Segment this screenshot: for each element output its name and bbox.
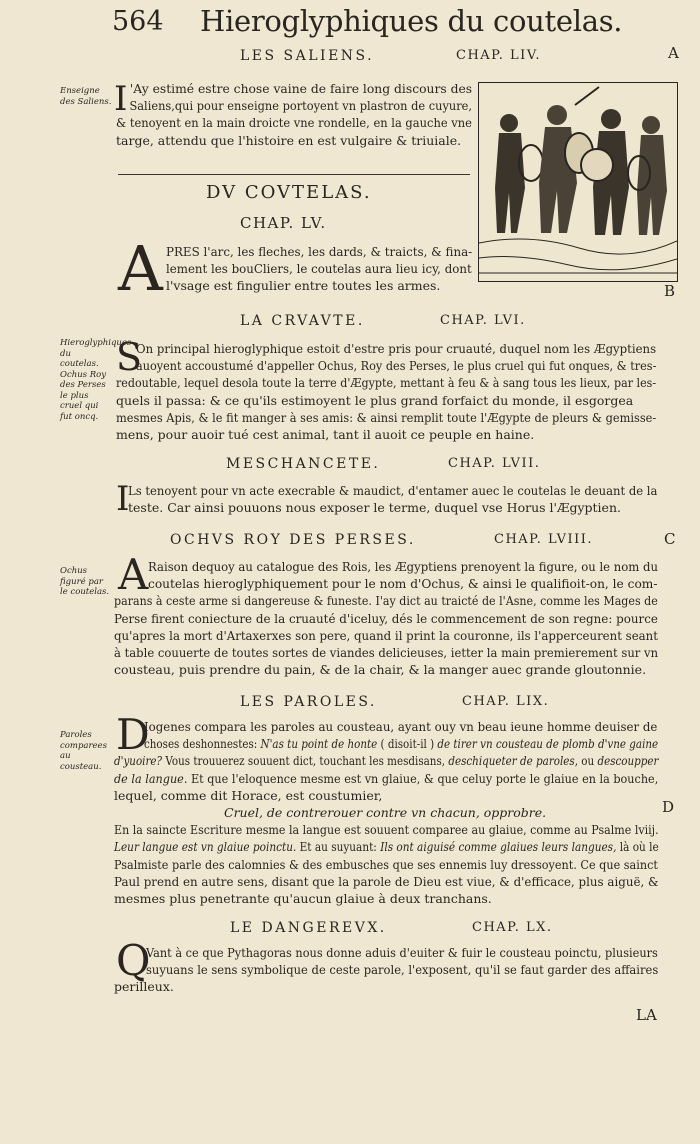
text-line: perilleux. — [114, 979, 174, 995]
chapter-number-lvi: CHAP. LVI. — [440, 313, 526, 328]
paragraph-dangereux — [114, 944, 659, 996]
text-line: l'vsage est fingulier entre toutes les armes. — [166, 278, 441, 294]
chapter-number-lix: CHAP. LIX. — [462, 694, 550, 709]
text-line: Paul prend en autre sens, disant que la parole de Dieu est viue, & d'efficace, plus aiguë, & — [114, 873, 659, 889]
text-line: mesmes plus penetrante qu'aucun glaiue à deux tranchans. — [114, 891, 492, 907]
text-line — [114, 838, 659, 855]
paragraph-paroles — [114, 718, 659, 907]
text-line: Ls tenoyent pour vn acte execrable & maudict, d'entamer auec le coutelas le deuant de la — [128, 483, 658, 498]
edge-letter-d: D — [662, 798, 675, 816]
text-line — [144, 735, 659, 752]
section-title-cruaute: LA CRVAVTE. — [240, 313, 365, 329]
text-line: Psalmiste parle des calomnies & des embusches que ses ennemis luy dressoyent. Ce que sainct — [114, 856, 658, 872]
salii-warriors-illustration — [479, 83, 677, 281]
text-run: Et au suyuant: — [296, 839, 381, 855]
section-title-saliens: LES SALIENS. — [240, 48, 375, 64]
italic-quote: de tirer vn cousteau de plomb d'vne gaine — [437, 736, 659, 752]
text-line: qu'apres la mort d'Artaxerxes son pere, quand il print la couronne, ils l'apperceurent seant — [114, 627, 658, 643]
dropcap-i: I — [116, 479, 130, 519]
text-line: Saliens,qui pour enseigne portoyent vn plastron de cuyure, — [129, 98, 473, 114]
paragraph-ochus — [114, 558, 659, 678]
text-line: Raison dequoy au catalogue des Rois, les Ægyptiens prenoyent la figure, ou le nom du — [148, 559, 658, 574]
paragraph-saliens — [116, 80, 473, 149]
italic-quote: d'yuoire? — [114, 753, 163, 769]
text-run: . Et que l'eloquence mesme est vn glaiue, & que celuy porte le glaiue en la bouche, — [183, 770, 659, 786]
section-title-coutelas: DV COVTELAS. — [206, 182, 372, 203]
section-title-ochus: OCHVS ROY DES PERSES. — [170, 532, 416, 548]
running-title: Hieroglyphiques du coutelas. — [200, 4, 623, 38]
paragraph-coutelas — [166, 243, 472, 295]
text-line — [114, 752, 659, 769]
edge-letter-a: A — [668, 44, 679, 62]
dropcap-d: D — [116, 710, 150, 759]
italic-quote: Ils ont aiguisé comme glaiues leurs langues, — [380, 839, 617, 855]
page-number: 564 — [112, 6, 164, 37]
text-line: PRES l'arc, les fleches, les dards, & traicts, & fina- — [166, 244, 473, 259]
chapter-number-lx: CHAP. LX. — [472, 920, 553, 935]
text-line: Vant à ce que Pythagoras nous donne aduis d'euiter & fuir le cousteau poinctu, plusieurs — [146, 945, 658, 960]
edge-letter-c: C — [664, 530, 676, 548]
text-line: mesmes Apis, & le fit manger à ses amis: & ainsi remplit toute l'Ægypte de pleurs & gemisse- — [116, 409, 657, 425]
woodcut-illustration — [478, 82, 678, 282]
section-title-dangereux: LE DANGEREVX. — [230, 920, 387, 936]
text-line: coutelas hieroglyphiquement pour le nom d'Ochus, & ainsi le qualifioit-on, le com- — [148, 576, 658, 592]
text-line: auoyent accoustumé d'appeller Ochus, Roy des Perses, le plus cruel qui fut onques, & tres- — [136, 358, 657, 374]
text-line: On principal hieroglyphique estoit d'estre pris pour cruauté, duquel nom les Ægyptiens — [136, 341, 657, 356]
dropcap-a: A — [118, 550, 149, 599]
chapter-number-liv: CHAP. LIV. — [456, 48, 542, 63]
text-line: Iogenes compara les paroles au cousteau, ayant ouy vn beau ieune homme deuiser de — [144, 719, 658, 734]
chapter-number-lvii: CHAP. LVII. — [448, 456, 541, 471]
text-line: & tenoyent en la main droicte vne rondelle, en la gauche vne — [116, 115, 472, 131]
text-line: targe, attendu que l'histoire en est vulgaire & triuiale. — [116, 132, 462, 148]
text-line: 'Ay estimé estre chose vaine de faire long discours des — [129, 81, 473, 96]
verse-line: Cruel, de contrerouer contre vn chacun, opprobre. — [224, 805, 547, 821]
section-rule — [118, 174, 470, 175]
text-line: En la saincte Escriture mesme la langue est souuent comparee au glaiue, comme au Psalme lviij. — [114, 822, 659, 838]
paragraph-meschancete — [128, 482, 658, 516]
italic-quote: descoupper — [597, 753, 659, 769]
text-line — [114, 770, 659, 787]
text-run: Vous trouuerez souuent dict, touchant les mesdisans, — [162, 753, 449, 769]
text-line: Perse firent coniecture de la cruauté d'iceluy, dés le commencement de son regne: pource — [114, 610, 658, 626]
margin-note-paroles: Paroles comparees au cousteau. — [60, 730, 107, 772]
italic-quote: Leur langue est vn glaiue poinctu. — [114, 839, 297, 855]
text-run: ( disoit-il ) — [377, 736, 438, 752]
chapter-number-lviii: CHAP. LVIII. — [494, 532, 594, 547]
margin-note-saliens: Enseigne des Saliens. — [60, 86, 112, 107]
section-title-meschancete: MESCHANCETE. — [226, 456, 381, 472]
text-run: , ou — [574, 753, 598, 769]
text-line: à table couuerte de toutes sortes de viandes delicieuses, ietter la main premierement sur vn — [114, 645, 659, 661]
text-line: mens, pour auoir tué cest animal, tant il auoit ce peuple en haine. — [116, 427, 535, 443]
text-line: quels il passa: & ce qu'ils estimoyent le plus grand forfaict du monde, il esgorgea — [116, 392, 634, 408]
italic-quote: N'as tu point de honte — [260, 736, 378, 752]
text-line: redoutable, lequel desola toute la terre d'Ægypte, mettant à feu & à sang tous les lieux, par les- — [116, 375, 657, 391]
text-line: suyuans le sens symbolique de ceste parole, l'exposent, qu'il se faut garder des affaires — [146, 962, 659, 978]
text-run: choses deshonnestes: — [144, 736, 261, 752]
catchword: LA — [636, 1006, 657, 1024]
text-line: lement les bouCliers, le coutelas aura lieu icy, dont — [166, 261, 472, 277]
text-line: cousteau, puis prendre du pain, & de la chair, & la manger auec grande gloutonnie. — [114, 662, 647, 678]
chapter-number-lv: CHAP. LV. — [240, 214, 327, 232]
dropcap-s: S — [116, 335, 143, 379]
section-title-paroles: LES PAROLES. — [240, 694, 377, 710]
paragraph-cruaute — [116, 340, 657, 443]
text-line: teste. Car ainsi pouuons nous exposer le terme, duquel vse Horus l'Ægyptien. — [128, 500, 621, 516]
text-run: là où le — [616, 839, 659, 855]
edge-letter-b: B — [664, 282, 676, 300]
dropcap-a: A — [118, 232, 163, 305]
text-line: parans à ceste arme si dangereuse & funeste. I'ay dict au traicté de l'Asne, comme les Mages de — [114, 593, 658, 609]
italic-quote: de la langue — [114, 770, 184, 786]
dropcap-q: Q — [116, 936, 151, 985]
dropcap-i: I — [114, 79, 128, 119]
margin-note-ochus: Ochus figuré par le coutelas. — [60, 566, 110, 597]
text-line: lequel, comme dit Horace, est coustumier, — [114, 787, 383, 803]
margin-note-cruaute: Hieroglyphiques du coutelas. Ochus Roy des Perses le plus cruel qui fut oncq. — [60, 338, 132, 422]
italic-quote: deschiqueter de paroles — [448, 753, 575, 769]
